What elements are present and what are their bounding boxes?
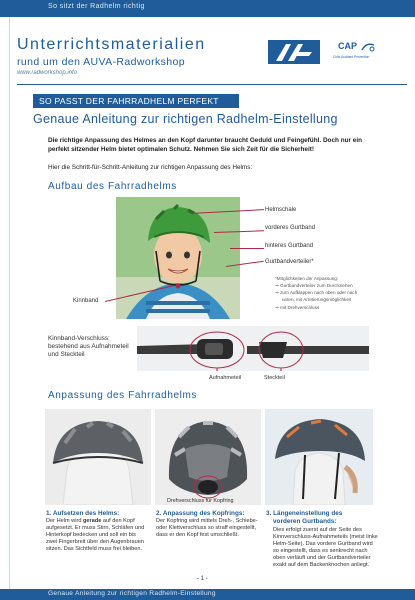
step3-title-line1: 3. Längeneinstellung des <box>266 510 343 517</box>
step3-title-line2: vorderen Gurtbands: <box>273 518 337 525</box>
label-aufnahmeteil: Aufnahmeteil <box>209 375 242 381</box>
cap-logo <box>333 40 389 64</box>
label-hinteres-gurtband: hinteres Gurtband <box>265 243 314 249</box>
banner-text: SO PASST DER FAHRRADHELM PERFEKT <box>39 96 219 106</box>
step1-text-before: Der Helm wird <box>46 518 83 524</box>
step1-text <box>46 518 148 553</box>
step1-text-after: auf den Kopf aufgesetzt. Er muss Stirn, Schläfen und Hinterkopf bedecken und soll ein bis zwei Fingerbreit über den Augenbrauen sitzen. Das Sichtfeld muss frei bleiben. <box>46 518 145 552</box>
child-helmet-photo <box>116 197 240 319</box>
header-divider <box>17 84 407 85</box>
website-url[interactable]: www.radworkshop.info <box>17 70 78 76</box>
step1-title: 1. Aufsetzen des Helms: <box>46 510 120 517</box>
label-gurtbandverteiler: Gurtbandverteiler* <box>265 259 314 265</box>
label-steckteil: Steckteil <box>264 375 285 381</box>
step3-text: Dies erfolgt zuerst auf der Seite des Kinnverschluss-Aufnahmeteils (meist linke Helm-Seite). Das vordere Gurtband wird so eingestellt, dass es senkrecht nach oben verläuft und der Gurtbandverteiler exakt auf dem Backenknochen anliegt. <box>273 527 378 568</box>
footnote-line-3: unten, mit Arretierungsmöglichkeit <box>282 297 352 302</box>
section-banner <box>33 94 239 108</box>
step2-photo <box>155 409 261 505</box>
label-vorderes-gurtband: vorderes Gurtband <box>265 225 316 231</box>
top-strip-text: So sitzt der Radhelm richtig <box>48 3 145 10</box>
label-kinnband: Kinnband <box>73 298 99 304</box>
step1-photo <box>45 409 151 505</box>
left-margin-rule <box>9 17 10 589</box>
caption-drehverschluss: Drehverschluss für Kopfring <box>167 498 234 504</box>
main-title: Genaue Anleitung zur richtigen Radhelm-Einstellung <box>33 112 338 126</box>
bottom-footer-strip <box>0 589 415 600</box>
page-number: - 1 - <box>197 576 208 582</box>
top-header-strip <box>0 0 415 17</box>
section-heading-aufbau: Aufbau des Fahrradhelms <box>48 181 177 192</box>
buckle-photo <box>137 326 369 371</box>
step2-title: 2. Anpassung des Kopfrings: <box>156 510 245 517</box>
step3-photo <box>265 409 373 505</box>
auva-logo <box>268 40 320 64</box>
pointer-hinteres-gurtband <box>230 248 264 249</box>
cap-hand-icon <box>360 41 376 53</box>
section-heading-anpassung: Anpassung des Fahrradhelms <box>48 390 198 401</box>
footnote-line-2: ⇒ zum Aufklappen nach oben oder nach <box>275 290 358 295</box>
intro-bold-text: Die richtige Anpassung des Helmes an den Kopf darunter braucht Geduld und Feingefühl. Doch nur ein perfekt sitzender Helm bietet optimalen Schutz. Nehmen Sie sich Zeit für die Sicherheit! <box>48 137 362 153</box>
step2-text: Der Kopfring wird mittels Dreh-, Schiebe- oder Klettverschluss so straff eingestellt, dass er den Kopf fest umschließt. <box>156 518 258 538</box>
document-title: Unterrichtsmaterialien <box>17 36 206 53</box>
footnote-line-1: ⇒ Gurtbandverteiler zum Durchziehen <box>275 283 353 288</box>
cap-logo-text: CAP <box>338 41 358 51</box>
label-helmschale: Helmschale <box>265 207 297 213</box>
step1-text-bold: gerade <box>83 518 102 524</box>
kinnband-caption: Kinnband-Verschluss: bestehend aus Aufnahmeteil und Steckteil <box>48 335 129 358</box>
footnote-line-4: ⇒ mit Drehverschluss <box>275 305 320 310</box>
intro-text: Hier die Schritt-für-Schritt-Anleitung zur richtigen Anpassung des Helms: <box>48 164 253 171</box>
bottom-strip-text: Genaue Anleitung zur richtigen Radhelm-Einstellung <box>48 590 216 597</box>
footnote-title: *Möglichkeiten der Anpassung: <box>275 276 339 281</box>
cap-logo-subtitle: Child Accident Prevention <box>333 55 370 59</box>
document-subtitle: rund um den AUVA-Radworkshop <box>17 56 186 68</box>
